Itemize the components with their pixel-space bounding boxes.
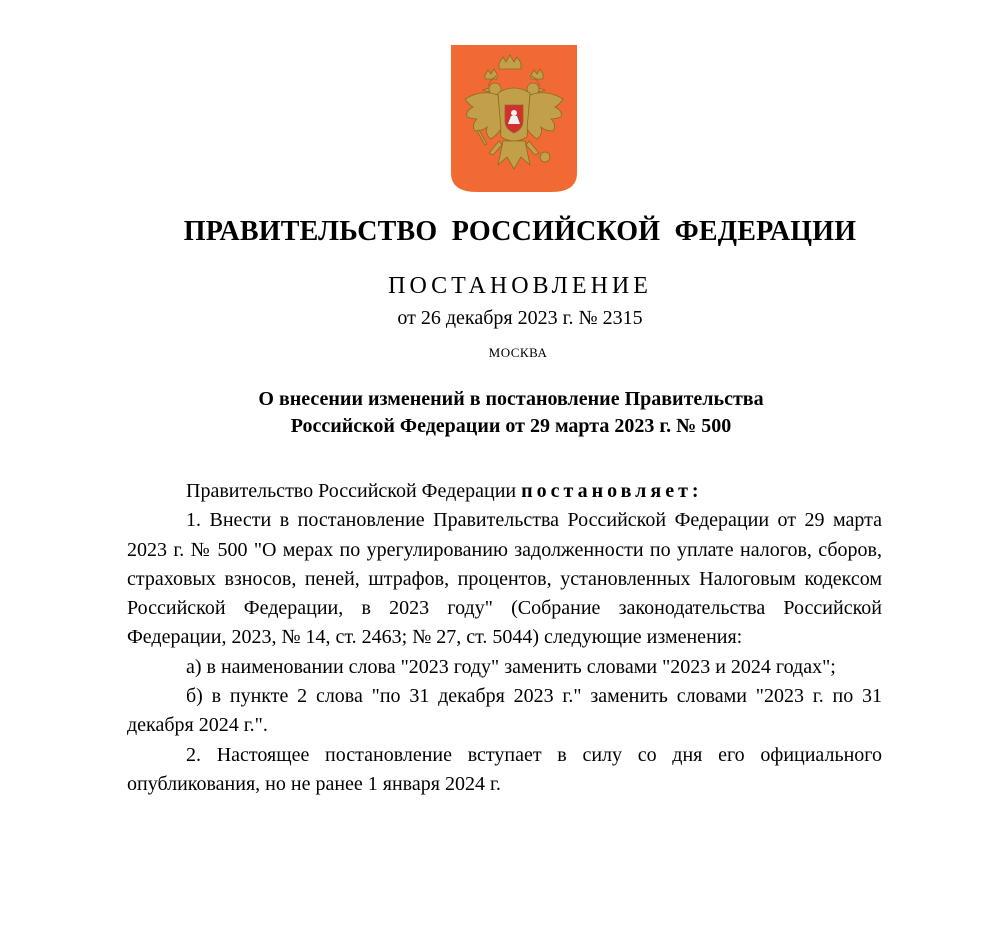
item-1a: а) в наименовании слова "2023 году" заменить словами "2023 и 2024 годах"; — [186, 655, 836, 678]
item-2: 2. Настоящее постановление вступает в силу со дня его официального опубликования, но не ранее 1 января 2024 г. — [127, 743, 882, 795]
preamble-text: Правительство Российской Федерации — [186, 480, 522, 502]
russian-coat-of-arms-icon — [451, 45, 577, 192]
item-1: 1. Внести в постановление Правительства Российской Федерации от 29 марта 2023 г. № 500 "О мерах по урегулированию задолженности по уплате налогов, сборов, страховых взносов, пеней, штрафов, процентов, установленных Налоговым кодексом Российской Федерации, в 2023 году" (Собрание законодательства Российской Федерации, 2023, № 14, ст. 2463; № 27, ст. 5044) следующие изменения: — [127, 509, 882, 649]
subject-line-1: О внесении изменений в постановление Правительства — [258, 388, 764, 410]
preamble-verb: постановляет: — [521, 480, 703, 502]
document-type: ПОСТАНОВЛЕНИЕ — [388, 273, 652, 299]
document-date-number: от 26 декабря 2023 г. № 2315 — [397, 307, 643, 329]
government-title: ПРАВИТЕЛЬСТВО РОССИЙСКОЙ ФЕДЕРАЦИИ — [183, 216, 857, 247]
city-name: МОСКВА — [488, 345, 548, 360]
item-1b: б) в пункте 2 слова "по 31 декабря 2023 г." заменить словами "2023 г. по 31 декабря 2024 г.". — [127, 685, 882, 737]
subject-line-2: Российской Федерации от 29 марта 2023 г. № 500 — [290, 415, 732, 437]
document-body — [127, 477, 882, 799]
preamble — [127, 477, 882, 506]
document-subject — [0, 386, 999, 440]
